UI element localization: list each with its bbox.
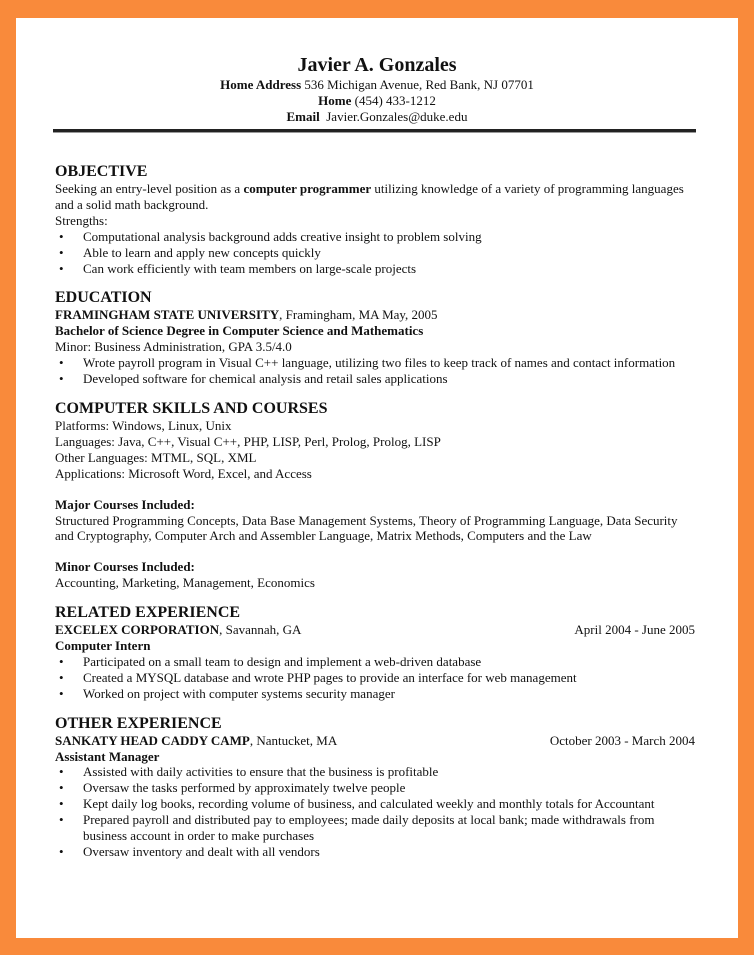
major-courses-label: Major Courses Included:: [55, 496, 195, 512]
phone-label: Home: [318, 93, 352, 108]
bullet-text: Oversaw inventory and dealt with all vendors: [83, 844, 320, 859]
bullet-text: Worked on project with computer systems security manager: [83, 685, 395, 701]
bullet-text: Developed software for chemical analysis and retail sales applications: [83, 371, 448, 387]
school-detail: , Framingham, MA May, 2005: [279, 307, 438, 323]
skills-line: Other Languages: MTML, SQL, XML: [55, 449, 257, 465]
related-company: EXCELEX CORPORATION: [55, 622, 220, 638]
bullet-icon: •: [59, 355, 64, 371]
bullet-text: Oversaw the tasks performed by approximately twelve people: [83, 780, 406, 796]
related-job-line: [55, 622, 695, 638]
bullet-item: [55, 812, 695, 844]
minor-courses-label: Minor Courses Included:: [55, 559, 195, 575]
header-divider: [53, 129, 696, 133]
email: Javier.Gonzales@duke.edu: [326, 109, 468, 124]
objective-text-pre: Seeking an entry-level position as a: [55, 181, 244, 196]
bullet-item: [55, 780, 695, 796]
degree: Bachelor of Science Degree in Computer Science and Mathematics: [55, 323, 424, 339]
other-company-line: [55, 733, 337, 749]
bullet-list: [55, 654, 695, 702]
school-name: FRAMINGHAM STATE UNIVERSITY: [55, 307, 280, 323]
bullet-text: Computational analysis background adds creative insight to problem solving: [83, 228, 482, 244]
email-line: [16, 109, 738, 125]
skills-list: [55, 418, 695, 482]
education-heading: EDUCATION: [55, 289, 152, 307]
related-role: Computer Intern: [55, 638, 151, 654]
bullet-list: [55, 355, 695, 387]
bullet-icon: •: [59, 669, 64, 685]
email-label: Email: [286, 109, 320, 124]
bullet-text: Participated on a small team to design and implement a web-driven database: [83, 653, 482, 669]
bullet-icon: •: [59, 371, 64, 387]
bullet-icon: •: [59, 812, 64, 828]
bullet-icon: •: [59, 260, 64, 276]
other-company: SANKATY HEAD CADDY CAMP: [55, 732, 250, 748]
address-label: Home Address: [220, 77, 302, 92]
skills-line: Languages: Java, C++, Visual C++, PHP, LISP, Perl, Prolog, Prolog, LISP: [55, 433, 441, 449]
bullet-item: [55, 371, 695, 387]
major-courses: Structured Programming Concepts, Data Base Management Systems, Theory of Programming Language, Data Security and Cryptography, Computer Arch and Assembler Language, Matrix Methods, Computers and the Law: [55, 512, 678, 544]
bullet-icon: •: [59, 844, 64, 859]
bullet-item: [55, 686, 695, 702]
bullet-icon: •: [59, 780, 64, 796]
school-line: [55, 307, 695, 323]
address-line: [16, 77, 738, 93]
other-role: Assistant Manager: [55, 748, 160, 764]
objective-text-bold: computer programmer: [243, 181, 372, 196]
related-dates: April 2004 - June 2005: [574, 622, 695, 638]
skills-line: Applications: Microsoft Word, Excel, and Access: [55, 465, 312, 481]
bullet-text: Prepared payroll and distributed pay to employees; made daily deposits at local bank; made withdrawals from business account in order to make purchases: [83, 812, 655, 844]
bullet-item: [55, 844, 695, 860]
bullet-text: Kept daily log books, recording volume of business, and calculated weekly and monthly totals for Accountant: [83, 796, 655, 812]
minor: Minor: Business Administration, GPA 3.5/4.0: [55, 339, 292, 355]
bullet-text: Created a MYSQL database and wrote PHP pages to provide an interface for web management: [83, 669, 577, 685]
resume-page: [16, 18, 738, 938]
other-job-line: [55, 733, 695, 749]
objective-text-post: utilizing knowledge of a variety of programming languages and a solid math background.: [55, 181, 684, 212]
bullet-text: Able to learn and apply new concepts quickly: [83, 244, 321, 260]
minor-courses: Accounting, Marketing, Management, Economics: [55, 575, 315, 591]
other-location: , Nantucket, MA: [249, 732, 338, 748]
bullet-text: Assisted with daily activities to ensure that the business is profitable: [83, 764, 439, 780]
bullet-icon: •: [59, 244, 64, 260]
bullet-item: [55, 670, 695, 686]
other-dates: October 2003 - March 2004: [549, 732, 695, 748]
bullet-item: [55, 245, 695, 261]
phone-line: [16, 93, 738, 109]
other-experience-heading: OTHER EXPERIENCE: [55, 714, 222, 732]
bullet-item: [55, 796, 695, 812]
candidate-name: Javier A. Gonzales: [297, 54, 457, 76]
bullet-item: [55, 654, 695, 670]
bullet-icon: •: [59, 796, 64, 812]
bullet-list: [55, 229, 695, 277]
resume-header: [16, 53, 738, 125]
bullet-text: Wrote payroll program in Visual C++ language, utilizing two files to keep track of names and contact information: [83, 355, 676, 371]
bullet-icon: •: [59, 685, 64, 701]
related-experience-heading: RELATED EXPERIENCE: [55, 604, 241, 622]
bullet-item: [55, 355, 695, 371]
bullet-icon: •: [59, 228, 64, 244]
strengths-label: Strengths:: [55, 212, 108, 228]
related-company-line: [55, 622, 301, 638]
bullet-icon: •: [59, 653, 64, 669]
bullet-item: [55, 229, 695, 245]
phone: (454) 433-1212: [354, 93, 436, 108]
skills-line: Platforms: Windows, Linux, Unix: [55, 417, 232, 433]
skills-heading: COMPUTER SKILLS AND COURSES: [55, 399, 328, 417]
bullet-list: [55, 764, 695, 859]
resume-body: [55, 163, 695, 860]
related-location: , Savannah, GA: [219, 622, 302, 638]
objective-heading: OBJECTIVE: [55, 163, 148, 180]
bullet-item: [55, 261, 695, 277]
bullet-item: [55, 764, 695, 780]
bullet-icon: •: [59, 764, 64, 780]
address: 536 Michigan Avenue, Red Bank, NJ 07701: [304, 77, 534, 92]
bullet-text: Can work efficiently with team members on large-scale projects: [83, 260, 417, 276]
objective-text: [55, 181, 695, 213]
